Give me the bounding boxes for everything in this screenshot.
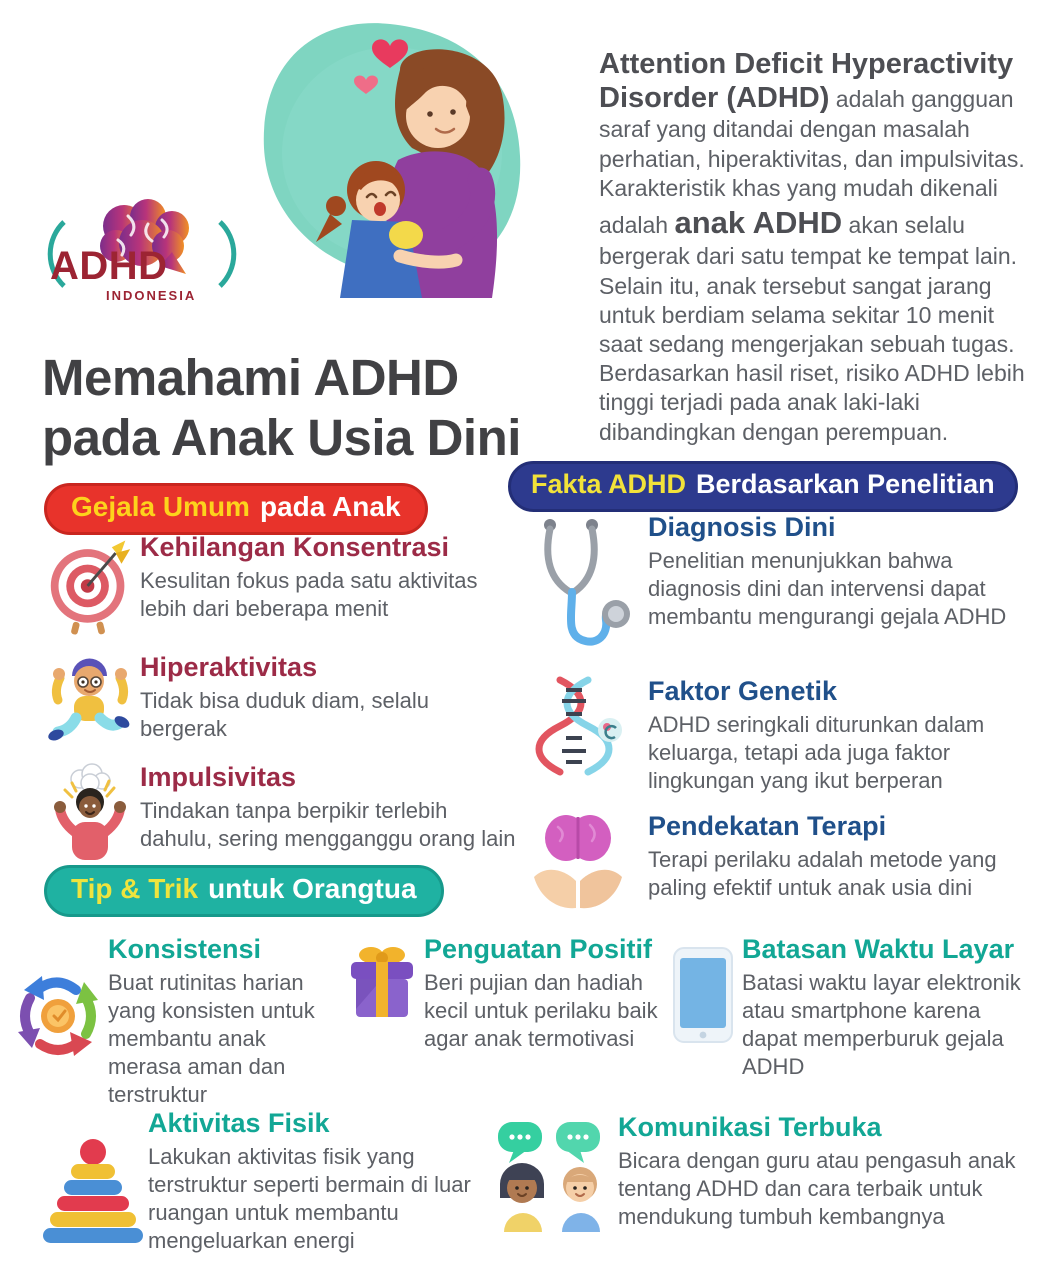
item-desc: Buat rutinitas harian yang konsisten untuk membantu anak merasa aman dan terstruktur: [108, 970, 315, 1107]
badge-tips-rest: untuk Orangtua: [208, 873, 417, 904]
page-title-line2: pada Anak Usia Dini: [42, 408, 521, 466]
adhd-indonesia-logo: [34, 188, 249, 318]
list-item: [40, 532, 518, 638]
badge-gejala-rest: pada Anak: [259, 491, 401, 522]
impulsive-child-icon: [40, 762, 140, 860]
mother-child-illustration: [240, 8, 540, 300]
page-title: [42, 348, 602, 467]
badge-fakta-highlight: Fakta ADHD: [531, 469, 687, 499]
item-title: Konsistensi: [108, 934, 262, 964]
tip-konsistensi: [8, 934, 344, 1109]
item-desc: Beri pujian dan hadiah kecil untuk perilaku baik agar anak termotivasi: [424, 970, 658, 1051]
tip-penguatan-positif: [340, 934, 662, 1053]
target-icon: [40, 532, 140, 638]
tip-aktivitas-fisik: [38, 1108, 486, 1255]
smartphone-icon: [664, 946, 742, 1044]
tip-komunikasi-terbuka: [486, 1112, 1038, 1232]
item-desc: Bicara dengan guru atau pengasuh anak tentang ADHD dan cara terbaik untuk mendukung tumbuh kembangnya: [618, 1148, 1016, 1229]
list-item: [508, 811, 1038, 911]
list-item: [508, 676, 1038, 795]
stethoscope-icon: [508, 512, 648, 660]
item-title: Aktivitas Fisik: [148, 1108, 330, 1138]
mother-child-illustration-art: [240, 8, 540, 300]
item-title: Hiperaktivitas: [140, 652, 318, 682]
hyperactive-child-icon: [40, 652, 140, 748]
intro-highlight: anak ADHD: [674, 205, 843, 241]
fakta-section: [508, 512, 1038, 927]
section-badge-gejala: [44, 483, 428, 535]
page-title-line1: Memahami ADHD: [42, 349, 459, 407]
item-title: Komunikasi Terbuka: [618, 1112, 882, 1142]
item-desc: Tidak bisa duduk diam, selalu bergerak: [140, 688, 430, 741]
badge-fakta-rest: Berdasarkan Penelitian: [696, 469, 995, 499]
item-title: Faktor Genetik: [648, 676, 838, 706]
item-title: Penguatan Positif: [424, 934, 653, 964]
intro-body-1: adalah gangguan saraf yang ditandai dengan masalah perhatian, hiperaktivitas, dan impulsivitas. Karakteristik khas yang mudah dikenali adalah: [599, 86, 1025, 239]
badge-gejala-highlight: Gejala Umum: [71, 491, 250, 522]
logo-subtitle: INDONESIA: [106, 288, 197, 303]
children-talking-icon: [486, 1118, 618, 1232]
item-desc: ADHD seringkali diturunkan dalam keluarga, tetapi ada juga faktor lingkungan yang ikut berperan: [648, 712, 985, 793]
item-title: Pendekatan Terapi: [648, 810, 887, 841]
item-desc: Tindakan tanpa berpikir terlebih dahulu, sering mengganggu orang lain: [140, 798, 516, 851]
gift-icon: [340, 942, 424, 1020]
logo-name: ADHD: [50, 244, 168, 288]
item-desc: Kesulitan fokus pada satu aktivitas lebih dari beberapa menit: [140, 568, 478, 621]
item-desc: Terapi perilaku adalah metode yang paling efektif untuk anak usia dini: [648, 846, 997, 900]
cycle-arrows-icon: [8, 970, 108, 1062]
intro-body-2: akan selalu bergerak dari satu tempat ke tempat lain. Selain itu, anak tersebut sangat jarang untuk berdiam selama sekitar 10 menit saat sedang mengerjakan sebuah tugas. Berdasarkan hasil riset, risiko ADHD lebih tinggi terjadi pada anak laki-laki dibandingkan dengan perempuan.: [599, 212, 1025, 445]
badge-tips-highlight: Tip & Trik: [71, 873, 199, 904]
list-item: [40, 652, 518, 748]
stacking-rings-icon: [38, 1138, 148, 1248]
item-desc: Batasi waktu layar elektronik atau smartphone karena dapat memperburuk gejala ADHD: [742, 970, 1021, 1079]
intro-paragraph: [599, 47, 1027, 447]
section-badge-fakta: [508, 461, 1018, 512]
item-title: Diagnosis Dini: [648, 512, 836, 542]
dna-icon: [508, 676, 648, 776]
intro-title: Attention Deficit Hyperactivity Disorder (ADHD): [599, 48, 1014, 115]
gejala-section: [40, 532, 518, 874]
list-item: [40, 762, 518, 860]
tip-batasan-waktu-layar: [664, 934, 1036, 1081]
section-badge-tips: [44, 865, 444, 917]
item-title: Impulsivitas: [140, 762, 297, 792]
item-title: Kehilangan Konsentrasi: [140, 532, 450, 562]
item-desc: Lakukan aktivitas fisik yang terstruktur seperti bermain di luar ruangan untuk membantu mengeluarkan energi: [148, 1144, 471, 1253]
item-desc: Penelitian menunjukkan bahwa diagnosis dini dan intervensi dapat membantu mengurangi gejala ADHD: [648, 548, 1007, 629]
item-title: Batasan Waktu Layar: [742, 934, 1015, 964]
list-item: [508, 512, 1038, 660]
brain-in-hands-icon: [508, 811, 648, 911]
